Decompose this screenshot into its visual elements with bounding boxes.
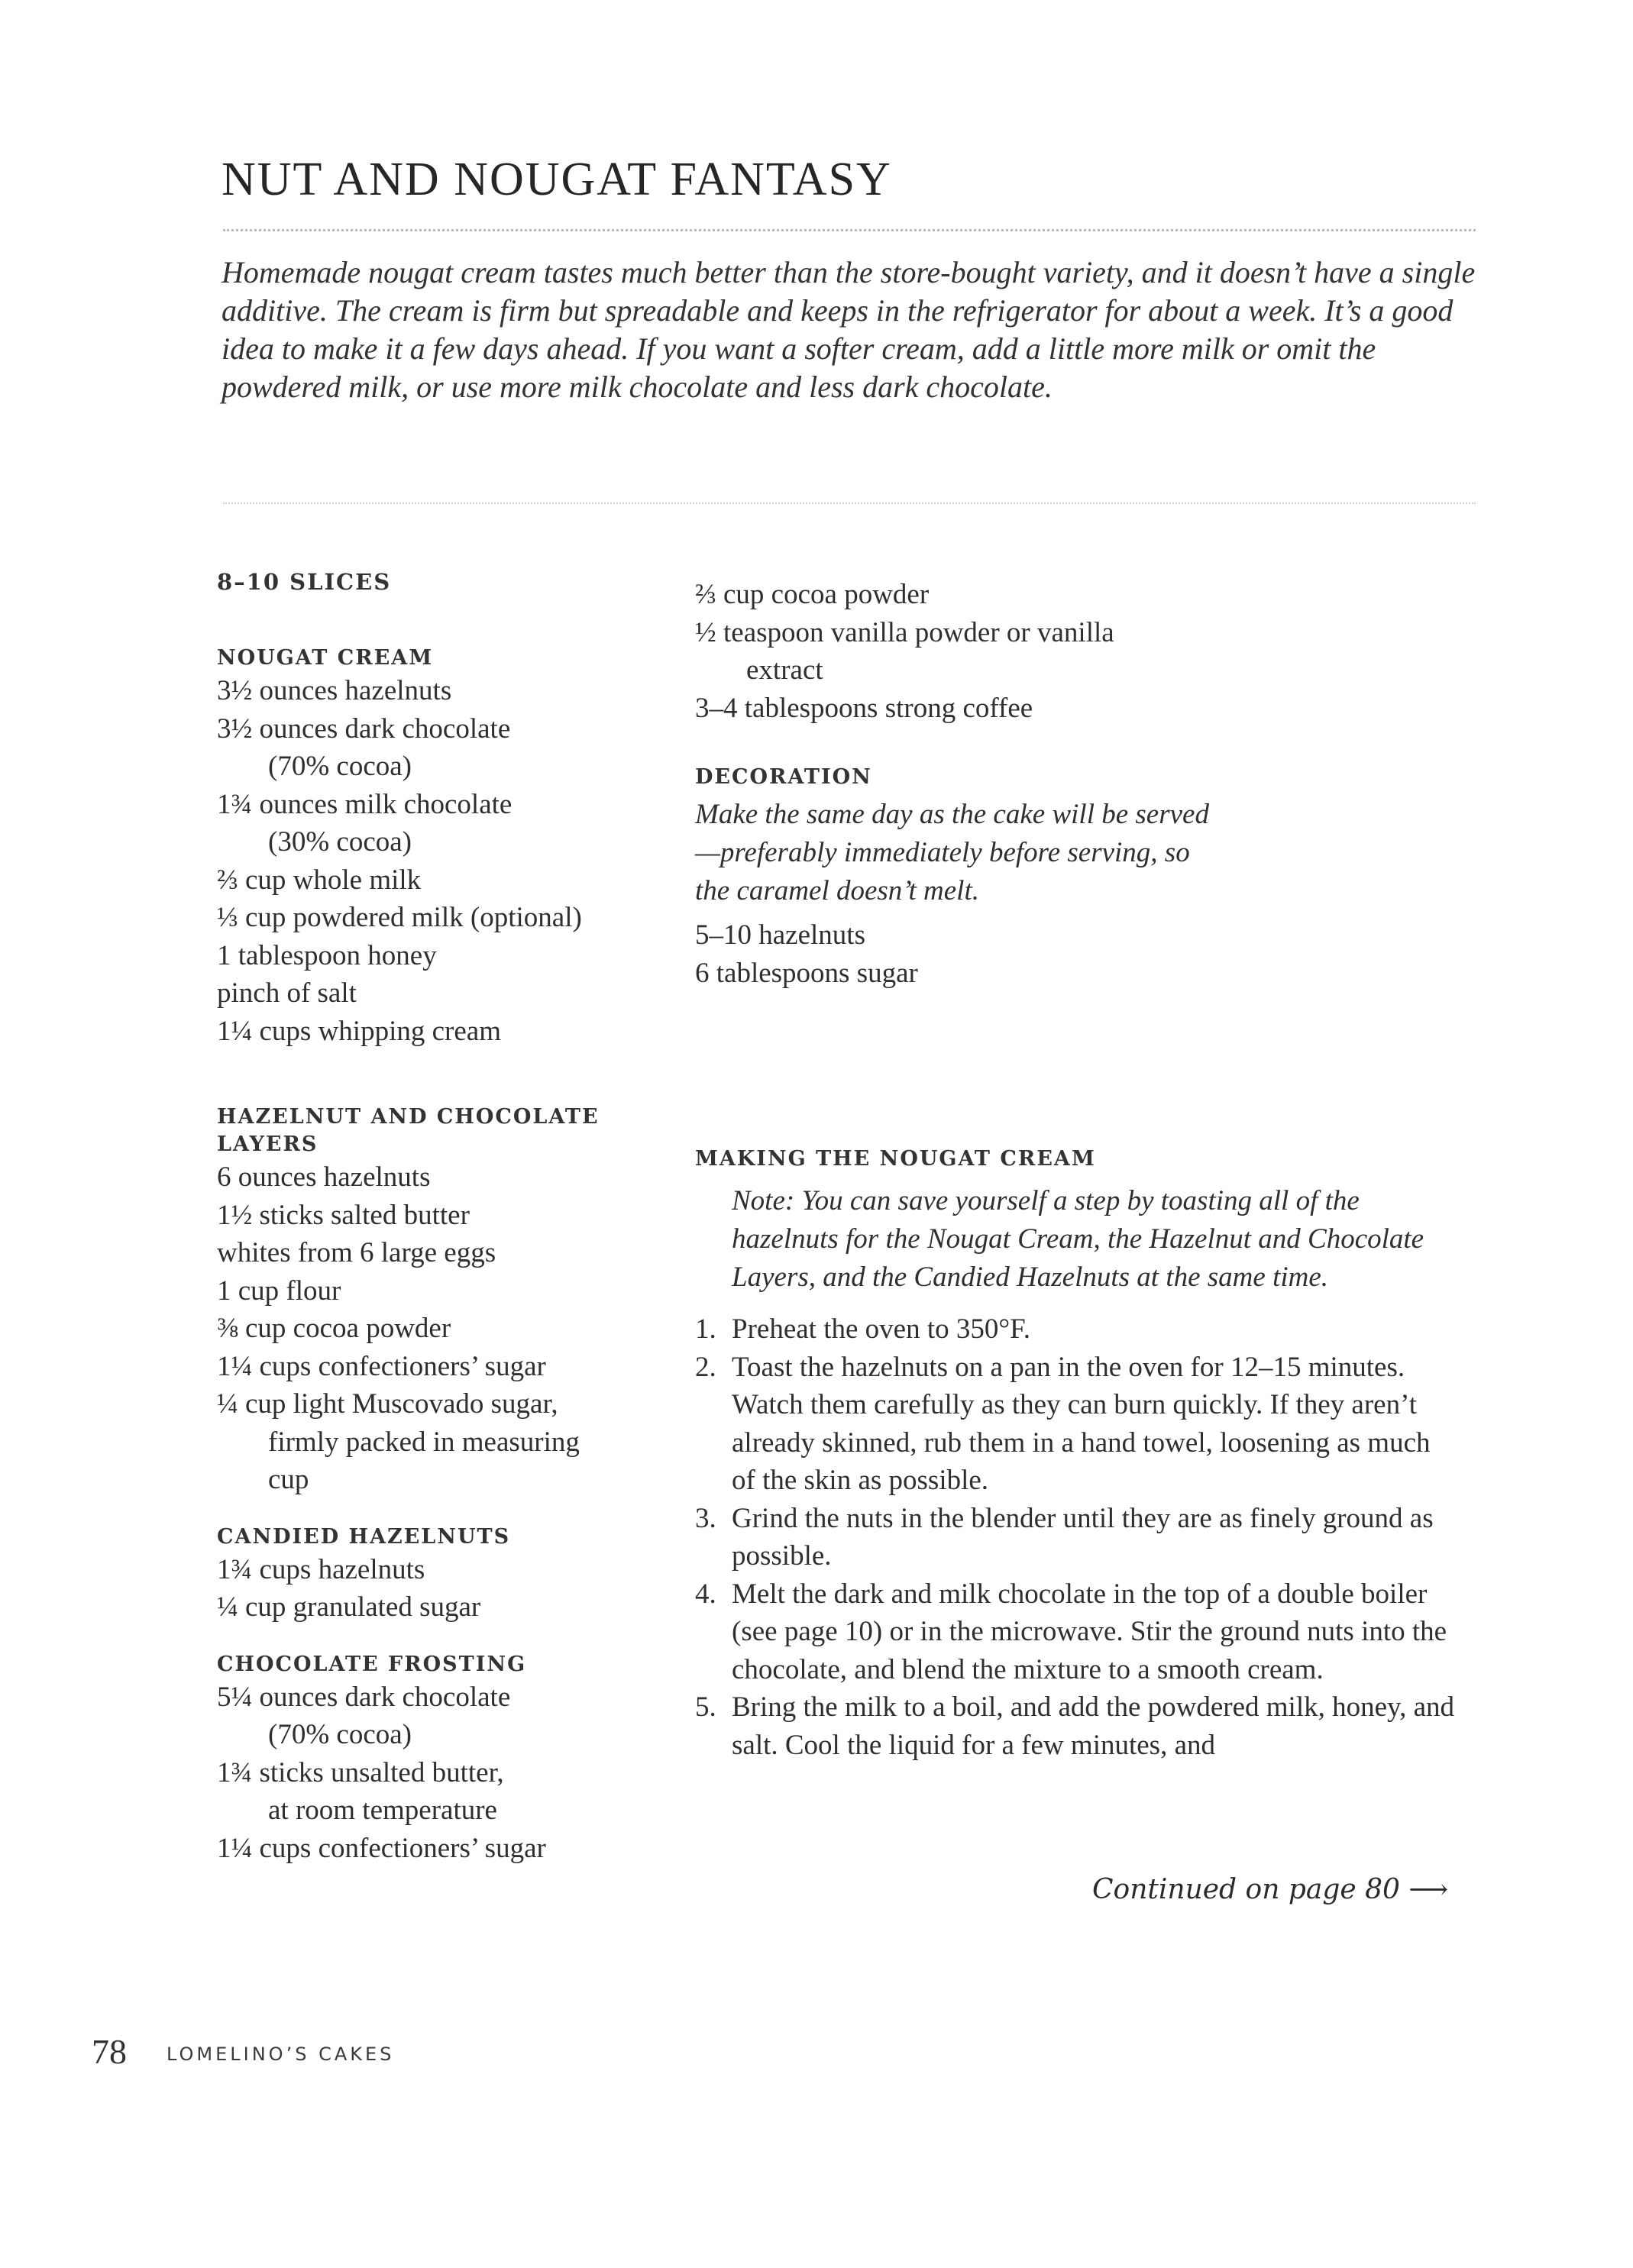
candied-hazelnuts-heading: CANDIED HAZELNUTS (217, 1524, 511, 1549)
step-text: Toast the hazelnuts on a pan in the oven for 12–15 minutes. Watch them carefully as they can burn quickly. If they aren’t already skinned, rub them in a hand towel, loosening as much of the skin as possible. (732, 1351, 1431, 1496)
ingredient: 3–4 tablespoons strong coffee (695, 692, 1033, 724)
method-step (695, 1688, 1459, 1764)
ingredient: ⅔ cup whole milk (217, 864, 422, 896)
yield-label: 8–10 SLICES (217, 569, 392, 595)
step-number: 5. (695, 1691, 716, 1723)
step-number: 1. (695, 1313, 716, 1345)
ingredient: 1¼ cups confectioners’ sugar (217, 1350, 546, 1382)
step-number: 2. (695, 1351, 716, 1383)
ingredient: (70% cocoa) (268, 751, 412, 782)
ingredient: 1¼ cups whipping cream (217, 1015, 501, 1047)
ingredient: extract (746, 654, 823, 686)
page-title: NUT AND NOUGAT FANTASY (222, 153, 892, 205)
book-title: LOMELINO’S CAKES (167, 2043, 395, 2065)
ingredient: (70% cocoa) (268, 1719, 412, 1750)
ingredient: 1¼ cups confectioners’ sugar (217, 1832, 546, 1864)
ingredient: 6 tablespoons sugar (695, 957, 918, 989)
title-divider (223, 229, 1476, 231)
right-column-top (695, 576, 1459, 992)
ingredient: 1 cup flour (217, 1275, 341, 1307)
intro-divider (223, 502, 1476, 504)
ingredient: 3½ ounces dark chocolate (217, 712, 511, 745)
ingredient: ⅓ cup powdered milk (optional) (217, 902, 582, 933)
ingredient: ¼ cup granulated sugar (217, 1591, 481, 1623)
ingredient: ¼ cup light Muscovado sugar, (217, 1388, 558, 1420)
ingredient: 3½ ounces hazelnuts (217, 675, 452, 706)
ingredient: 1¾ ounces milk chocolate (217, 788, 513, 820)
ingredient: firmly packed in measuring (268, 1426, 580, 1458)
ingredient: 1¾ cups hazelnuts (217, 1553, 425, 1585)
ingredient: (30% cocoa) (268, 826, 412, 858)
ingredient: 1 tablespoon honey (217, 939, 437, 971)
continued-link: Continued on page 80 ⟶ (1092, 1874, 1449, 1905)
ingredient: pinch of salt (217, 977, 357, 1009)
ingredient: ½ teaspoon vanilla powder or vanilla (695, 616, 1114, 648)
method-note: Note: You can save yourself a step by toasting all of the hazelnuts for the Nougat Cream, the Hazelnut and Chocolate Layers, and the Candied Hazelnuts at the same time. (732, 1185, 1424, 1293)
ingredient: ⅔ cup cocoa powder (695, 579, 930, 610)
method-step (695, 1575, 1459, 1689)
left-column (217, 568, 660, 1867)
method-step (695, 1500, 1459, 1575)
step-text: Melt the dark and milk chocolate in the top of a double boiler (see page 10) or in the microwave. Stir the ground nuts into the chocolate, and blend the mixture to a smooth cream. (732, 1578, 1447, 1685)
method-steps (695, 1310, 1459, 1764)
decoration-note: Make the same day as the cake will be served—preferably immediately before serving, so the caramel doesn’t melt. (695, 799, 1209, 906)
decoration-heading: DECORATION (695, 765, 872, 789)
method-step (695, 1310, 1459, 1349)
ingredient: ⅜ cup cocoa powder (217, 1313, 451, 1344)
step-text: Preheat the oven to 350°F. (732, 1313, 1031, 1345)
step-text: Grind the nuts in the blender until they are as finely ground as possible. (732, 1502, 1434, 1572)
chocolate-frosting-heading: CHOCOLATE FROSTING (217, 1652, 527, 1676)
ingredient: 1¾ sticks unsalted butter, (217, 1756, 504, 1788)
intro-paragraph: Homemade nougat cream tastes much better than the store-bought variety, and it doesn’t have a single additive. The cream is firm but spreadable and keeps in the refrigerator for about a week. It’s a good idea to make it a few days ahead. If you want a softer cream, add a little more milk or omit the powdered milk, or use more milk chocolate and less dark chocolate. (222, 255, 1476, 404)
page-number: 78 (92, 2032, 127, 2071)
method-section (695, 1145, 1459, 1764)
nougat-cream-heading: NOUGAT CREAM (217, 646, 434, 670)
ingredient: whites from 6 large eggs (217, 1237, 496, 1268)
ingredient: 1½ sticks salted butter (217, 1199, 470, 1231)
ingredient: at room temperature (268, 1795, 497, 1826)
step-number: 3. (695, 1502, 716, 1534)
ingredient: cup (268, 1464, 309, 1495)
ingredient: 5–10 hazelnuts (695, 919, 865, 951)
method-step (695, 1349, 1459, 1500)
ingredient: 6 ounces hazelnuts (217, 1161, 431, 1193)
step-number: 4. (695, 1578, 716, 1610)
hazelnut-layers-heading: HAZELNUT AND CHOCOLATE (217, 1105, 600, 1129)
making-nougat-heading: MAKING THE NOUGAT CREAM (695, 1147, 1096, 1171)
hazelnut-layers-heading-cont: LAYERS (217, 1132, 319, 1156)
step-text: Bring the milk to a boil, and add the powdered milk, honey, and salt. Cool the liquid for a few minutes, and (732, 1691, 1455, 1761)
ingredient: 5¼ ounces dark chocolate (217, 1681, 511, 1713)
